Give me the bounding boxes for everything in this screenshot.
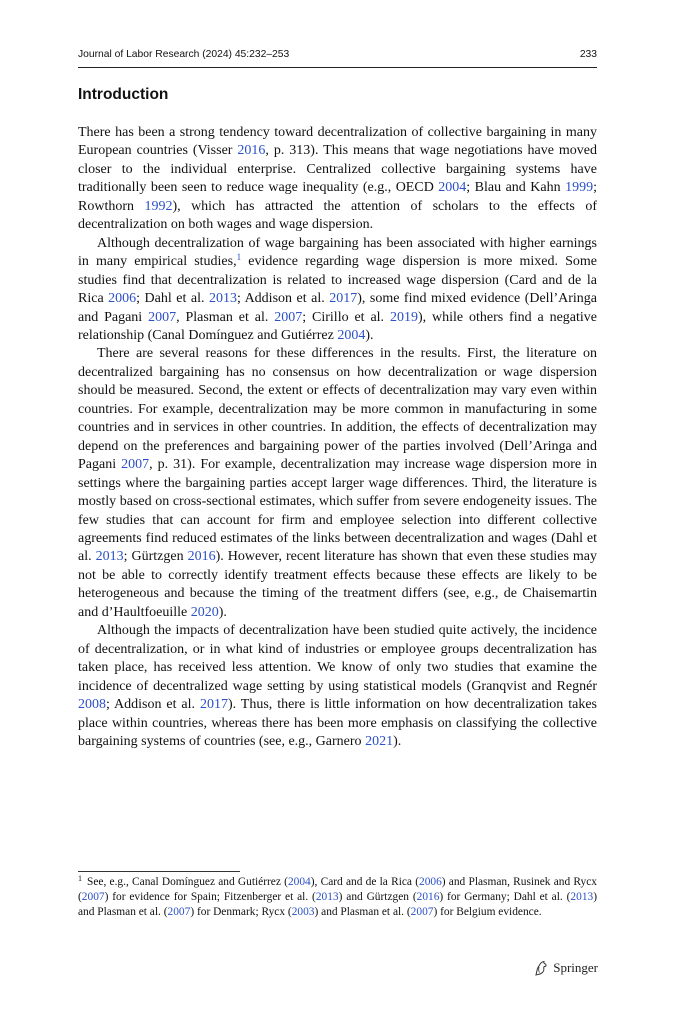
citation-link[interactable]: 2017 [199, 697, 228, 713]
text-run: , p. 31). For example, decentralization may increase wage dispersion more in settings where the bargaining parties accept larger wage differences. Third, the literature is mostly based on cross-sectional estimates, which suffer from severe endogeneity issues. The few studies that can account for firm and employee selection into different collective agreements find reduced estimates of the links between decentralization and wages (Dahl et al. [78, 457, 597, 565]
paragraph [78, 345, 597, 622]
citation-link[interactable]: 2013 [208, 291, 237, 307]
footnote [78, 875, 597, 920]
text-run: ) and Plasman et al. ( [78, 890, 597, 918]
text-run: ), some find mixed evidence (Dell’Aringa and Pagani [78, 291, 598, 325]
footnote-number: 1 [78, 874, 82, 883]
text-run: , Plasman et al. [176, 309, 275, 325]
citation-link[interactable]: 1999 [565, 180, 594, 196]
text-run: Although decentralization of wage bargaining has been associated with higher earnings in many empirical studies, [78, 235, 597, 270]
text-run: ). [393, 733, 402, 749]
citation-link[interactable]: 2007 [274, 309, 303, 325]
citation-link[interactable]: 2007 [167, 905, 191, 918]
citation-link[interactable]: 2006 [419, 876, 442, 888]
text-run: ; Addison et al. [236, 291, 330, 307]
citation-link[interactable]: 2013 [315, 890, 339, 903]
text-run: ; Rowthorn [78, 180, 597, 214]
footnote-ref[interactable]: 1 [236, 252, 242, 263]
citation-link[interactable]: 2021 [365, 733, 394, 749]
citation-link[interactable]: 2004 [287, 876, 311, 888]
text-run: Although the impacts of decentralization have been studied quite actively, the incidence of decentralization, or in what kind of industries or employee groups decentralization has taken place, has received less attention. We know of only two studies that examine the incidence of decentralized wage setting by using statistical models (Granqvist and Regnér [78, 623, 597, 694]
text-run: ; Cirillo et al. [302, 309, 390, 325]
text-run: See, e.g., Canal Domínguez and Gutiérrez ( [87, 876, 288, 888]
page-number: 233 [579, 49, 597, 60]
citation-link[interactable]: 2008 [78, 697, 106, 713]
citation-link[interactable]: 2007 [121, 457, 150, 473]
text-run: ; Gürtzgen [123, 549, 188, 565]
citation-link[interactable]: 2007 [148, 309, 177, 325]
paragraph [78, 235, 597, 346]
citation-link[interactable]: 2016 [237, 143, 266, 159]
springer-horse-icon [533, 960, 549, 977]
text-run: ) and Gürtzgen ( [338, 890, 417, 903]
citation-link[interactable]: 2019 [389, 309, 418, 325]
text-run: ), Card and de la Rica ( [310, 876, 419, 888]
text-run: There are several reasons for these differences in the results. First, the literature on decentralized bargaining has no consensus on how decentralization or wage dispersion should be measured. Second, the extent or effects of decentralization may vary even within countries. For example, decentralization may be more common in manufacturing in some countries and in services in other countries. In addition, the effects of decentralization may depend on the preferences and bargaining power of the parties involved (Dell’Aringa and Pagani [78, 346, 597, 473]
text-run: ) for evidence for Spain; Fitzenberger et al. ( [104, 890, 316, 903]
citation-link[interactable]: 2013 [95, 549, 124, 565]
text-run: ; Addison et al. [106, 697, 200, 713]
section-title: Introduction [78, 86, 169, 103]
text-run: ) and Plasman et al. ( [314, 905, 411, 918]
text-run: ). [218, 604, 227, 620]
header-divider [78, 67, 597, 68]
text-run: ). [365, 327, 374, 343]
text-run: ). However, recent literature has shown that even these studies may not be able to correctly identify treatment effects because these effects are likely to be heterogeneous and because the timing of the treatment differs (see, e.g., de Chaisemartin and d’Haultfoeuille [78, 549, 598, 620]
journal-citation: Journal of Labor Research (2024) 45:232–253 [78, 49, 290, 60]
paragraph [78, 622, 597, 751]
citation-link[interactable]: 2004 [337, 327, 366, 343]
paragraph [78, 124, 597, 235]
footnote-divider [78, 871, 240, 872]
body-text [78, 124, 597, 751]
publisher-name: Springer [553, 960, 598, 975]
text-run: ) for Belgium evidence. [433, 905, 542, 918]
text-run: evidence regarding wage dispersion is more mixed. Some studies find that decentralization is related to increased wage dispersion (Card and de la Rica [78, 254, 598, 307]
citation-link[interactable]: 2016 [416, 890, 440, 903]
citation-link[interactable]: 2020 [190, 604, 219, 620]
publisher-logo [533, 958, 598, 978]
text-run: ; Dahl et al. [136, 291, 209, 307]
text-run: ) and Plasman, Rusinek and Rycx ( [78, 876, 598, 903]
text-run: ). Thus, there is little information on how decentralization takes place within countries, whereas there has been more emphasis on classifying the collective bargaining systems of countries (see, e.g., Garnero [78, 697, 597, 749]
text-run: ), while others find a negative relationship (Canal Domínguez and Gutiérrez [78, 309, 597, 343]
text-run: ) for Germany; Dahl et al. ( [439, 890, 571, 903]
running-header [78, 49, 597, 67]
citation-link[interactable]: 2003 [291, 905, 315, 918]
citation-link[interactable]: 2004 [438, 180, 467, 196]
citation-link[interactable]: 2006 [108, 291, 137, 307]
footnote-text [78, 876, 597, 918]
citation-link[interactable]: 2017 [329, 291, 358, 307]
text-run: , p. 313). This means that wage negotiations have moved closer to the individual enterprise. Centralized collective bargaining systems have traditionally been seen to reduce wage inequality (e.g., OECD [78, 143, 597, 196]
citation-link[interactable]: 2007 [410, 905, 434, 918]
citation-link[interactable]: 2016 [187, 549, 216, 565]
citation-link[interactable]: 1992 [144, 198, 173, 214]
text-run: There has been a strong tendency toward decentralization of collective bargaining in many European countries (Visser [78, 125, 597, 159]
text-run: ; Blau and Kahn [466, 180, 566, 196]
citation-link[interactable]: 2007 [81, 890, 105, 903]
text-run: ) for Denmark; Rycx ( [190, 905, 292, 918]
text-run: ), which has attracted the attention of scholars to the effects of decentralization on both wages and wage dispersion. [78, 198, 597, 233]
citation-link[interactable]: 2013 [570, 890, 594, 903]
